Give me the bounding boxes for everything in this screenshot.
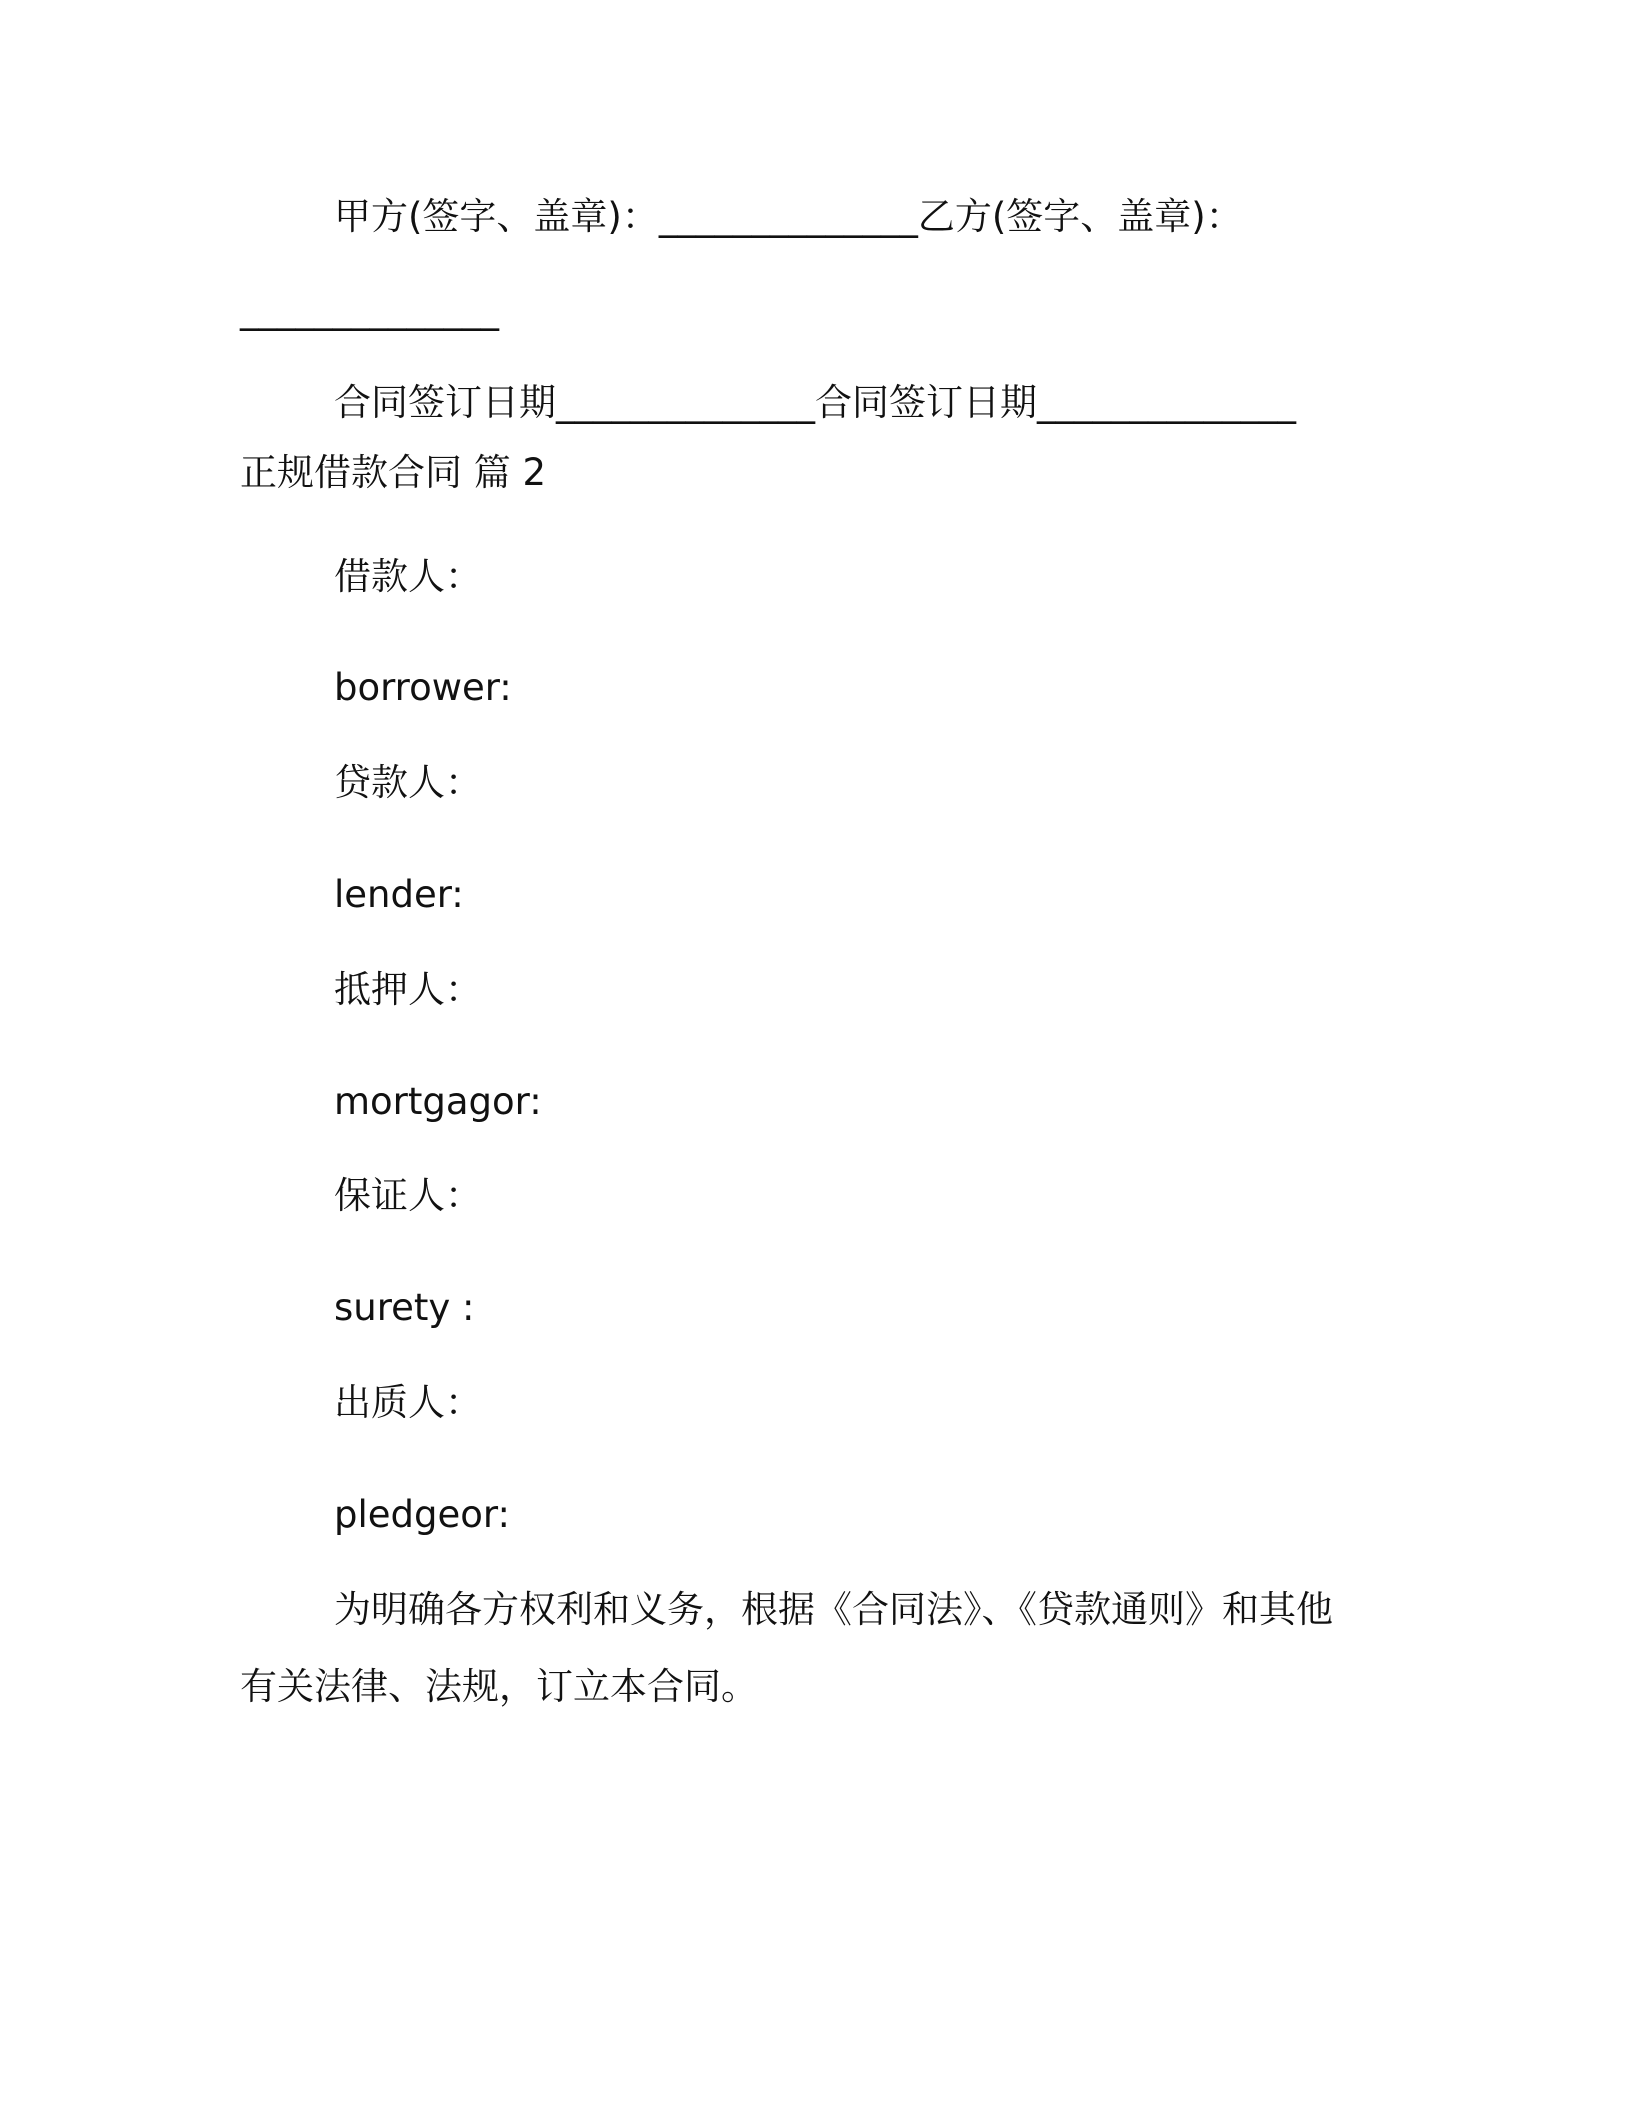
party-mortgagor-label: 抵押人：	[334, 968, 482, 1011]
signature-line: 甲方(签字、盖章)：______________乙方(签字、盖章)：	[334, 195, 1243, 238]
party-borrower-label: 借款人：	[334, 555, 482, 598]
preamble-line-1: 为明确各方权利和义务，根据《合同法》、《贷款通则》和其他	[334, 1588, 1333, 1631]
party-surety-label-en: surety :	[334, 1286, 475, 1329]
party-pledgor-label-en: pledgeor:	[334, 1493, 510, 1536]
party-surety-label: 保证人：	[334, 1174, 482, 1217]
party-lender-label: 贷款人：	[334, 761, 482, 804]
party-mortgagor-label-en: mortgagor:	[334, 1080, 542, 1123]
contract-date-line: 合同签订日期______________合同签订日期______________	[334, 381, 1296, 424]
party-pledgor-label: 出质人：	[334, 1381, 482, 1424]
signature-blank-line: ______________	[240, 288, 499, 331]
preamble-line-2: 有关法律、法规，订立本合同。	[240, 1665, 758, 1708]
section-heading: 正规借款合同 篇 2	[240, 451, 547, 494]
party-borrower-label-en: borrower:	[334, 666, 512, 709]
party-lender-label-en: lender:	[334, 873, 464, 916]
